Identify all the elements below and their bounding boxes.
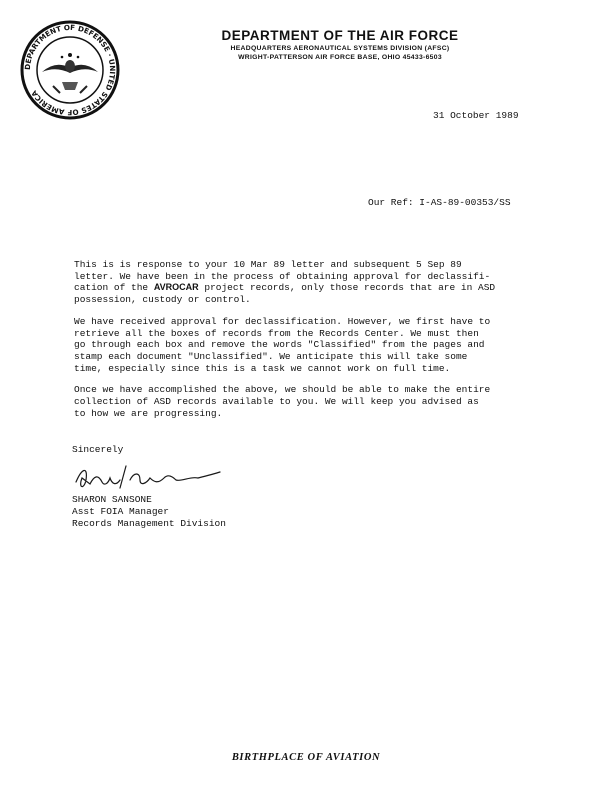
footer-motto: BIRTHPLACE OF AVIATION [231,752,381,763]
handwritten-signature [68,460,228,494]
letter-body [74,259,534,429]
department-title: DEPARTMENT OF THE AIR FORCE [221,28,459,43]
svg-text:DEPARTMENT OF DEFENSE · UNITED: DEPARTMENT OF DEFENSE · UNITED STATES OF AMERICA [22,22,118,118]
reference-number: Our Ref: I-AS-89-00353/SS [368,197,511,208]
letterhead [150,28,530,61]
paragraph-1: This is is response to your 10 Mar 89 letter and subsequent 5 Sep 89 letter. We have been in the process of obtaining approval for declassifi- cation of the AVROCAR project records, only those records that are in ASD possession, custody or control. [74,259,496,306]
letter-date: 31 October 1989 [433,110,519,121]
headquarters-line: HEADQUARTERS AERONAUTICAL SYSTEMS DIVISION (AFSC) [230,45,450,52]
paragraph-3: Once we have accomplished the above, we should be able to make the entire collection of ASD records available to you. We will keep you advised as to how we are progressing. [74,384,491,419]
dod-seal-icon [20,20,120,120]
signatory-name: SHARON SANSONE [72,494,152,505]
avrocar-term: AVROCAR [153,282,199,293]
signatory-title: Asst FOIA Manager [72,506,169,517]
paragraph-2: We have received approval for declassification. However, we first have to retrieve all the boxes of records from the Records Center. We must then go through each box and remove the words "Classified" from the pages and stamp each document "Unclassified". We anticipate this will take some time, especially since this is a task we cannot work on full time. [74,315,491,374]
signatory-division: Records Management Division [72,518,226,529]
closing: Sincerely [72,444,124,455]
base-address-line: WRIGHT-PATTERSON AIR FORCE BASE, OHIO 45433-6503 [238,54,442,61]
signature-block [72,494,226,530]
